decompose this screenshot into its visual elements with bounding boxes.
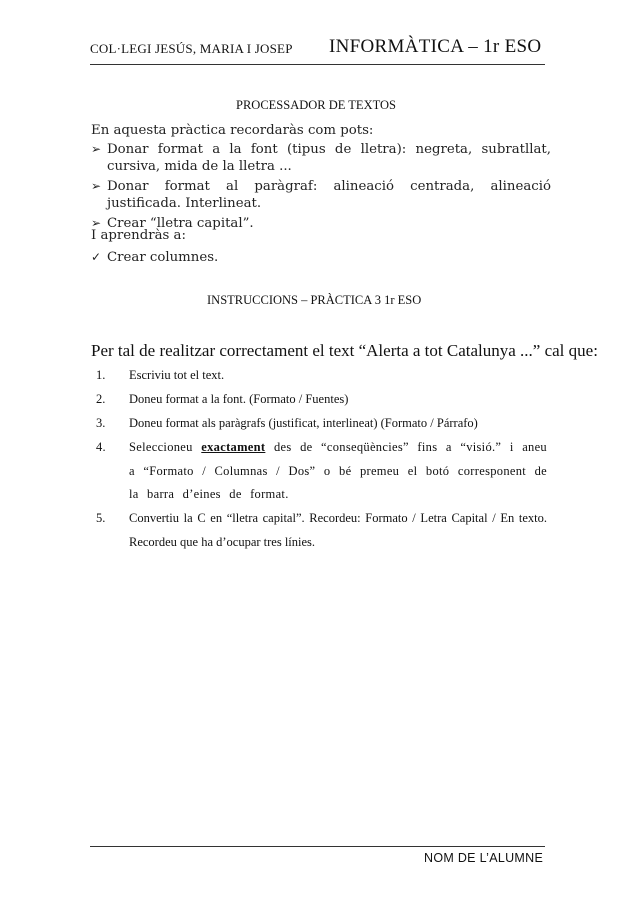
step-item: [96, 507, 547, 554]
learn-intro-text: I aprendràs a:: [91, 228, 186, 243]
student-name-label: NOM DE L’ALUMNE: [424, 851, 544, 865]
step-text-post: des de “conseqüències” fins a “visió.” i aneu a “Formato / Columnas / Dos” o bé premeu el botó corresponent de la barra d’eines de format.: [129, 440, 547, 501]
instructions-lead: Per tal de realitzar correctament el text “Alerta a tot Catalunya ...” cal que:: [91, 341, 598, 360]
step-text: Doneu format a la font. (Formato / Fuentes): [129, 392, 349, 406]
school-name: COL·LEGI JESÚS, MARIA I JOSEP: [90, 41, 293, 56]
list-item: [91, 178, 551, 212]
footer-divider: [90, 846, 545, 847]
step-text: Doneu format als paràgrafs (justificat, interlineat) (Formato / Párrafo): [129, 416, 478, 430]
step-number: 2.: [96, 392, 106, 406]
subject-title: INFORMÀTICA – 1r ESO: [329, 36, 542, 57]
section-title-text-processor-label: PROCESSADOR DE TEXTOS: [236, 98, 396, 112]
list-item-text: Crear columnes.: [107, 250, 219, 265]
objectives-list: [91, 141, 551, 235]
instruction-steps: [96, 364, 547, 555]
step-item: [96, 436, 547, 507]
step-number: 3.: [96, 416, 106, 430]
step-number: 5.: [96, 511, 106, 525]
arrow-bullet-icon: ➢: [91, 142, 102, 156]
header-divider: [90, 64, 545, 65]
step-item: [96, 388, 547, 412]
step-emphasis: exactament: [201, 440, 266, 454]
step-text-pre: Seleccioneu: [129, 440, 193, 454]
arrow-bullet-icon: ➢: [91, 216, 102, 230]
step-text: Convertiu la C en “lletra capital”. Recordeu: Formato / Letra Capital / En texto. Recordeu que ha d’ocupar tres línies.: [129, 511, 547, 549]
arrow-bullet-icon: ➢: [91, 179, 102, 193]
list-item-text: Donar format a la font (tipus de lletra): negreta, subratllat, cursiva, mida de la lletra ...: [107, 142, 551, 174]
learn-list: [91, 249, 218, 266]
list-item: [91, 141, 551, 175]
section-title-instructions-label: INSTRUCCIONS – PRÀCTICA 3 1r ESO: [207, 293, 422, 307]
step-item: [96, 364, 547, 388]
list-item-text: Crear “lletra capital”.: [107, 216, 254, 231]
step-text: Escriviu tot el text.: [129, 368, 225, 382]
checkmark-icon: ✓: [91, 250, 102, 264]
intro-text: En aquesta pràctica recordaràs com pots:: [91, 123, 374, 138]
step-number: 1.: [96, 368, 106, 382]
step-number: 4.: [96, 440, 106, 454]
list-item-text: Donar format al paràgraf: alineació centrada, alineació justificada. Interlineat.: [107, 179, 551, 211]
step-item: [96, 412, 547, 436]
list-item: [91, 249, 218, 266]
